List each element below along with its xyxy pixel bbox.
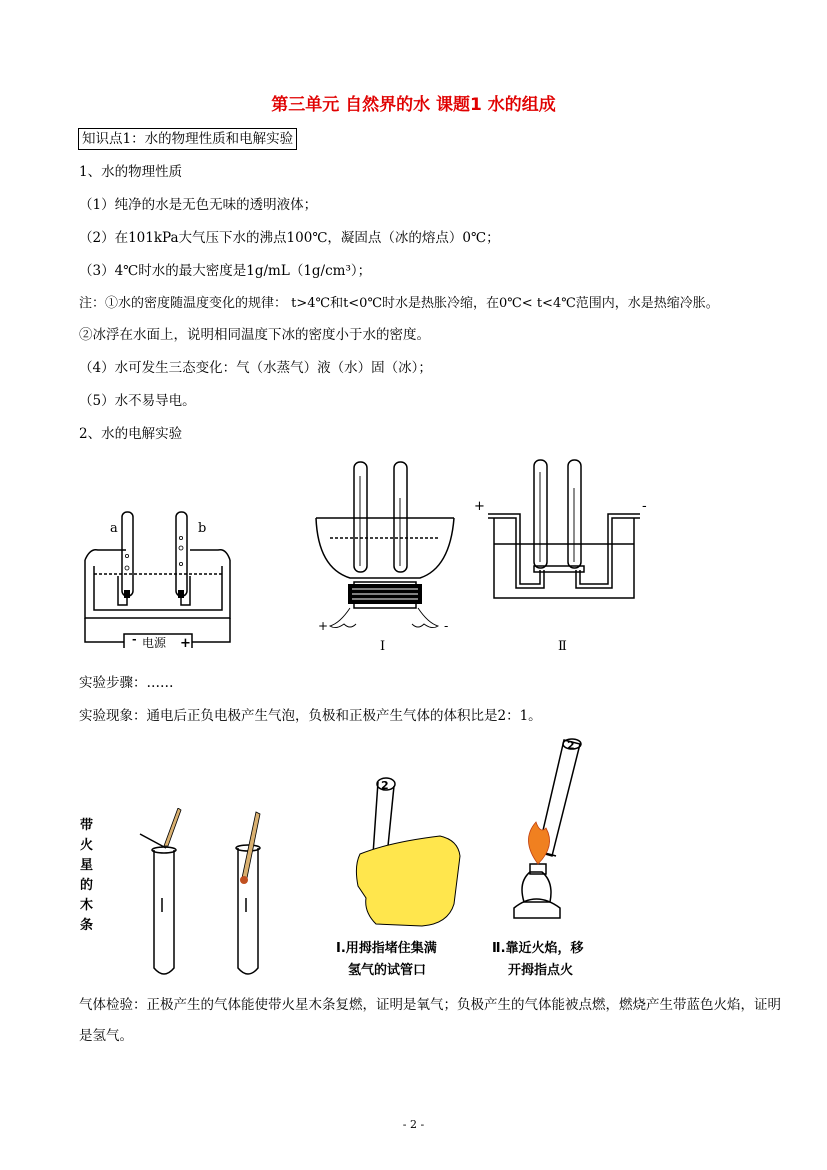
apparatus-ii-figure	[472, 458, 657, 653]
physical-item-3: （3）4℃时水的最大密度是1g/mL（1g/cm³）；	[79, 263, 372, 279]
tube-number-hand: 2	[381, 779, 389, 792]
apparatus-ii-plus: +	[474, 499, 485, 514]
power-plus-sign: +	[180, 636, 191, 648]
physical-note-2: ②冰浮在水面上，说明相同温度下冰的密度小于水的密度。	[79, 327, 430, 343]
splint-label-line2: 的木条	[80, 878, 94, 933]
splint-label-line1: 带火星	[80, 818, 94, 873]
apparatus-i-label: I	[380, 639, 386, 653]
physical-item-5: （5）水不易导电。	[79, 393, 196, 409]
section-heading-physical: 1、水的物理性质	[79, 164, 183, 180]
tube-number-lamp: 2	[567, 739, 575, 752]
caption-thumb-line2: 氢气的试管口	[348, 963, 427, 978]
tube-a-label: a	[110, 521, 118, 536]
caption-lamp-line1: Ⅱ.靠近火焰，移	[492, 941, 584, 956]
physical-item-4: （4）水可发生三态变化：气（水蒸气）液（水）固（冰）；	[79, 360, 432, 376]
physical-item-2: （2）在101kPa大气压下水的沸点100℃，凝固点（冰的熔点）0℃；	[79, 230, 500, 246]
lamp-ignition-figure	[490, 732, 620, 978]
experiment-steps: 实验步骤：……	[79, 675, 174, 691]
experiment-phenomenon: 实验现象：通电后正负电极产生气泡，负极和正极产生气体的体积比是2：1。	[79, 708, 542, 724]
page-title: 第三单元 自然界的水 课题1 水的组成	[271, 95, 556, 115]
caption-lamp-line2: 开拇指点火	[508, 963, 574, 978]
section-heading-electrolysis: 2、水的电解实验	[79, 426, 183, 442]
apparatus-i-plus: +	[318, 619, 329, 633]
apparatus-ii-label: Ⅱ	[558, 639, 567, 653]
power-source-label: 电源	[142, 636, 167, 648]
tube-b-label: b	[198, 521, 207, 536]
apparatus-i-minus: -	[444, 619, 449, 633]
apparatus-i-figure	[310, 458, 460, 653]
knowledge-point-box: 知识点1：水的物理性质和电解实验	[78, 128, 297, 150]
page-number: - 2 -	[402, 1118, 425, 1131]
physical-item-1: （1）纯净的水是无色无味的透明液体；	[79, 197, 318, 213]
power-minus-sign: -	[132, 633, 137, 646]
apparatus-ii-minus: -	[642, 499, 647, 514]
thumb-close-tube-figure	[330, 758, 480, 988]
gas-test-paragraph: 气体检验：正极产生的气体能使带火星木条复燃，证明是氧气；负极产生的气体能被点燃，燃烧产生带蓝色火焰，证明是氢气。	[79, 997, 781, 1044]
physical-note-1: 注：①水的密度随温度变化的规律： t>4℃和t<0℃时水是热胀冷缩，在0℃< t<4℃范围内，水是热缩冷胀。	[79, 296, 719, 311]
caption-thumb-line1: Ⅰ.用拇指堵住集满	[336, 941, 437, 956]
electrolysis-apparatus-figure	[80, 508, 240, 648]
